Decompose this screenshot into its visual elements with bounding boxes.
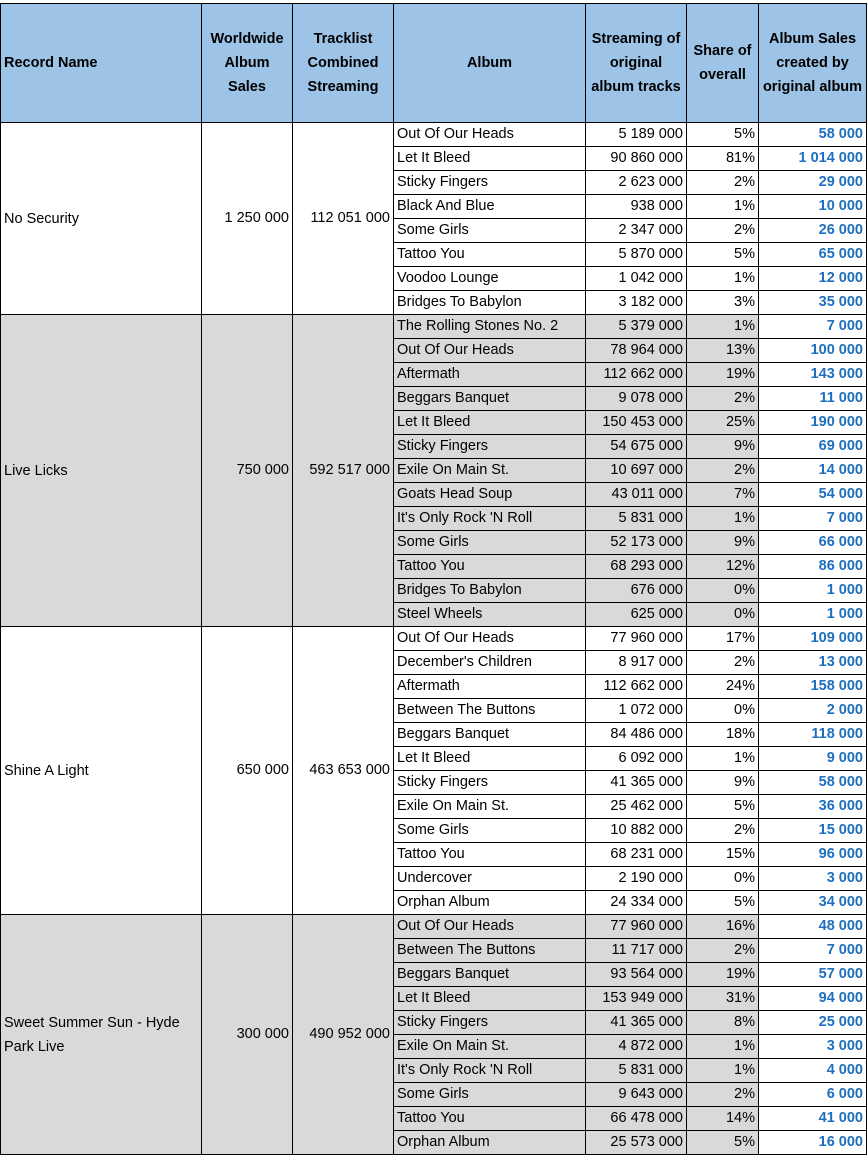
header-row: [1, 4, 867, 123]
album-sales-cell: 118 000: [759, 723, 867, 747]
album-cell: Let It Bleed: [394, 147, 586, 171]
album-sales-cell: 4 000: [759, 1059, 867, 1083]
album-cell: Some Girls: [394, 531, 586, 555]
share-cell: 15%: [687, 843, 759, 867]
streaming-cell: 66 478 000: [586, 1107, 687, 1131]
share-cell: 0%: [687, 603, 759, 627]
album-sales-cell: 41 000: [759, 1107, 867, 1131]
share-cell: 13%: [687, 339, 759, 363]
album-sales-cell: 35 000: [759, 291, 867, 315]
share-cell: 1%: [687, 507, 759, 531]
record-name-cell: No Security: [1, 123, 202, 315]
header-worldwide-sales: Worldwide Album Sales: [202, 4, 293, 123]
streaming-cell: 625 000: [586, 603, 687, 627]
streaming-cell: 676 000: [586, 579, 687, 603]
album-cell: Orphan Album: [394, 1131, 586, 1155]
album-cell: Exile On Main St.: [394, 795, 586, 819]
share-cell: 14%: [687, 1107, 759, 1131]
worldwide-sales-cell: 1 250 000: [202, 123, 293, 315]
record-name-cell: Shine A Light: [1, 627, 202, 915]
album-cell: Beggars Banquet: [394, 963, 586, 987]
share-cell: 8%: [687, 1011, 759, 1035]
streaming-cell: 9 078 000: [586, 387, 687, 411]
share-cell: 19%: [687, 363, 759, 387]
album-sales-cell: 86 000: [759, 555, 867, 579]
combined-streaming-cell: 490 952 000: [293, 915, 394, 1155]
album-sales-cell: 1 000: [759, 603, 867, 627]
table-row: [1, 315, 867, 339]
album-sales-cell: 25 000: [759, 1011, 867, 1035]
share-cell: 1%: [687, 1059, 759, 1083]
album-sales-cell: 54 000: [759, 483, 867, 507]
album-sales-cell: 29 000: [759, 171, 867, 195]
album-sales-cell: 2 000: [759, 699, 867, 723]
album-cell: Sticky Fingers: [394, 171, 586, 195]
streaming-cell: 25 462 000: [586, 795, 687, 819]
album-cell: Between The Buttons: [394, 699, 586, 723]
streaming-cell: 24 334 000: [586, 891, 687, 915]
album-cell: Sticky Fingers: [394, 435, 586, 459]
share-cell: 81%: [687, 147, 759, 171]
streaming-cell: 4 872 000: [586, 1035, 687, 1059]
streaming-cell: 68 293 000: [586, 555, 687, 579]
streaming-cell: 78 964 000: [586, 339, 687, 363]
streaming-cell: 153 949 000: [586, 987, 687, 1011]
header-album: Album: [394, 4, 586, 123]
share-cell: 2%: [687, 651, 759, 675]
album-sales-cell: 7 000: [759, 315, 867, 339]
album-sales-cell: 94 000: [759, 987, 867, 1011]
album-cell: Aftermath: [394, 363, 586, 387]
share-cell: 1%: [687, 315, 759, 339]
streaming-cell: 84 486 000: [586, 723, 687, 747]
streaming-cell: 41 365 000: [586, 771, 687, 795]
table-body: [1, 123, 867, 1155]
streaming-cell: 5 831 000: [586, 507, 687, 531]
streaming-cell: 5 870 000: [586, 243, 687, 267]
share-cell: 25%: [687, 411, 759, 435]
album-sales-cell: 109 000: [759, 627, 867, 651]
header-share-overall: Share of overall: [687, 4, 759, 123]
album-cell: Exile On Main St.: [394, 1035, 586, 1059]
streaming-cell: 77 960 000: [586, 915, 687, 939]
album-sales-cell: 7 000: [759, 939, 867, 963]
streaming-cell: 11 717 000: [586, 939, 687, 963]
streaming-cell: 1 042 000: [586, 267, 687, 291]
album-cell: Some Girls: [394, 1083, 586, 1107]
album-sales-cell: 9 000: [759, 747, 867, 771]
streaming-cell: 3 182 000: [586, 291, 687, 315]
streaming-cell: 41 365 000: [586, 1011, 687, 1035]
sales-table: [0, 3, 867, 1155]
album-cell: Let It Bleed: [394, 747, 586, 771]
album-cell: Tattoo You: [394, 243, 586, 267]
album-cell: Tattoo You: [394, 555, 586, 579]
streaming-cell: 5 379 000: [586, 315, 687, 339]
album-sales-cell: 13 000: [759, 651, 867, 675]
worldwide-sales-cell: 650 000: [202, 627, 293, 915]
album-cell: Let It Bleed: [394, 987, 586, 1011]
album-sales-cell: 10 000: [759, 195, 867, 219]
album-sales-cell: 58 000: [759, 123, 867, 147]
streaming-cell: 112 662 000: [586, 675, 687, 699]
streaming-cell: 52 173 000: [586, 531, 687, 555]
streaming-cell: 10 697 000: [586, 459, 687, 483]
album-cell: Some Girls: [394, 219, 586, 243]
album-sales-cell: 34 000: [759, 891, 867, 915]
album-cell: Black And Blue: [394, 195, 586, 219]
album-cell: It's Only Rock 'N Roll: [394, 507, 586, 531]
album-cell: Tattoo You: [394, 843, 586, 867]
album-sales-cell: 143 000: [759, 363, 867, 387]
share-cell: 3%: [687, 291, 759, 315]
share-cell: 1%: [687, 747, 759, 771]
album-cell: Bridges To Babylon: [394, 579, 586, 603]
share-cell: 9%: [687, 435, 759, 459]
streaming-cell: 5 189 000: [586, 123, 687, 147]
album-cell: Orphan Album: [394, 891, 586, 915]
album-sales-cell: 66 000: [759, 531, 867, 555]
header-tracklist-streaming: Tracklist Combined Streaming: [293, 4, 394, 123]
streaming-cell: 6 092 000: [586, 747, 687, 771]
table-row: [1, 915, 867, 939]
share-cell: 0%: [687, 579, 759, 603]
album-cell: Exile On Main St.: [394, 459, 586, 483]
share-cell: 1%: [687, 195, 759, 219]
share-cell: 2%: [687, 219, 759, 243]
album-sales-cell: 3 000: [759, 1035, 867, 1059]
streaming-cell: 25 573 000: [586, 1131, 687, 1155]
album-sales-cell: 57 000: [759, 963, 867, 987]
album-cell: Out Of Our Heads: [394, 627, 586, 651]
album-sales-cell: 100 000: [759, 339, 867, 363]
record-name-cell: Sweet Summer Sun - Hyde Park Live: [1, 915, 202, 1155]
album-sales-cell: 1 014 000: [759, 147, 867, 171]
album-sales-cell: 6 000: [759, 1083, 867, 1107]
album-cell: Sticky Fingers: [394, 771, 586, 795]
share-cell: 2%: [687, 459, 759, 483]
album-cell: Some Girls: [394, 819, 586, 843]
album-cell: December's Children: [394, 651, 586, 675]
share-cell: 7%: [687, 483, 759, 507]
share-cell: 5%: [687, 795, 759, 819]
album-sales-cell: 15 000: [759, 819, 867, 843]
share-cell: 18%: [687, 723, 759, 747]
worldwide-sales-cell: 750 000: [202, 315, 293, 627]
album-sales-cell: 190 000: [759, 411, 867, 435]
combined-streaming-cell: 463 653 000: [293, 627, 394, 915]
share-cell: 0%: [687, 699, 759, 723]
album-cell: Out Of Our Heads: [394, 915, 586, 939]
share-cell: 2%: [687, 171, 759, 195]
streaming-cell: 77 960 000: [586, 627, 687, 651]
share-cell: 1%: [687, 1035, 759, 1059]
album-cell: Out Of Our Heads: [394, 123, 586, 147]
album-cell: Beggars Banquet: [394, 723, 586, 747]
record-name-cell: Live Licks: [1, 315, 202, 627]
streaming-cell: 10 882 000: [586, 819, 687, 843]
streaming-cell: 8 917 000: [586, 651, 687, 675]
share-cell: 9%: [687, 771, 759, 795]
share-cell: 31%: [687, 987, 759, 1011]
album-cell: Aftermath: [394, 675, 586, 699]
album-sales-cell: 36 000: [759, 795, 867, 819]
streaming-cell: 938 000: [586, 195, 687, 219]
album-cell: Between The Buttons: [394, 939, 586, 963]
album-sales-cell: 26 000: [759, 219, 867, 243]
album-cell: Sticky Fingers: [394, 1011, 586, 1035]
table-row: [1, 627, 867, 651]
combined-streaming-cell: 112 051 000: [293, 123, 394, 315]
album-sales-cell: 16 000: [759, 1131, 867, 1155]
share-cell: 19%: [687, 963, 759, 987]
share-cell: 5%: [687, 243, 759, 267]
header-album-sales-created: Album Sales created by original album: [759, 4, 867, 123]
album-cell: Tattoo You: [394, 1107, 586, 1131]
share-cell: 2%: [687, 387, 759, 411]
streaming-cell: 43 011 000: [586, 483, 687, 507]
header-record-name: Record Name: [1, 4, 202, 123]
share-cell: 5%: [687, 123, 759, 147]
album-sales-cell: 96 000: [759, 843, 867, 867]
streaming-cell: 68 231 000: [586, 843, 687, 867]
streaming-cell: 93 564 000: [586, 963, 687, 987]
share-cell: 5%: [687, 1131, 759, 1155]
album-cell: Bridges To Babylon: [394, 291, 586, 315]
album-cell: Undercover: [394, 867, 586, 891]
streaming-cell: 5 831 000: [586, 1059, 687, 1083]
album-cell: Voodoo Lounge: [394, 267, 586, 291]
album-sales-cell: 65 000: [759, 243, 867, 267]
album-cell: Steel Wheels: [394, 603, 586, 627]
streaming-cell: 2 190 000: [586, 867, 687, 891]
share-cell: 1%: [687, 267, 759, 291]
streaming-cell: 90 860 000: [586, 147, 687, 171]
album-sales-cell: 48 000: [759, 915, 867, 939]
combined-streaming-cell: 592 517 000: [293, 315, 394, 627]
streaming-cell: 2 623 000: [586, 171, 687, 195]
header-streaming-original: Streaming of original album tracks: [586, 4, 687, 123]
share-cell: 2%: [687, 1083, 759, 1107]
album-cell: Let It Bleed: [394, 411, 586, 435]
streaming-cell: 9 643 000: [586, 1083, 687, 1107]
streaming-cell: 150 453 000: [586, 411, 687, 435]
table-row: [1, 123, 867, 147]
album-sales-cell: 14 000: [759, 459, 867, 483]
album-sales-cell: 1 000: [759, 579, 867, 603]
streaming-cell: 1 072 000: [586, 699, 687, 723]
share-cell: 5%: [687, 891, 759, 915]
album-sales-cell: 12 000: [759, 267, 867, 291]
album-sales-cell: 58 000: [759, 771, 867, 795]
album-sales-cell: 11 000: [759, 387, 867, 411]
album-sales-cell: 7 000: [759, 507, 867, 531]
album-cell: Out Of Our Heads: [394, 339, 586, 363]
streaming-cell: 2 347 000: [586, 219, 687, 243]
share-cell: 2%: [687, 819, 759, 843]
share-cell: 24%: [687, 675, 759, 699]
album-sales-cell: 158 000: [759, 675, 867, 699]
share-cell: 9%: [687, 531, 759, 555]
share-cell: 12%: [687, 555, 759, 579]
worldwide-sales-cell: 300 000: [202, 915, 293, 1155]
album-cell: Goats Head Soup: [394, 483, 586, 507]
album-sales-cell: 69 000: [759, 435, 867, 459]
share-cell: 17%: [687, 627, 759, 651]
album-cell: Beggars Banquet: [394, 387, 586, 411]
share-cell: 16%: [687, 915, 759, 939]
album-sales-cell: 3 000: [759, 867, 867, 891]
streaming-cell: 54 675 000: [586, 435, 687, 459]
album-cell: The Rolling Stones No. 2: [394, 315, 586, 339]
share-cell: 0%: [687, 867, 759, 891]
album-cell: It's Only Rock 'N Roll: [394, 1059, 586, 1083]
share-cell: 2%: [687, 939, 759, 963]
streaming-cell: 112 662 000: [586, 363, 687, 387]
